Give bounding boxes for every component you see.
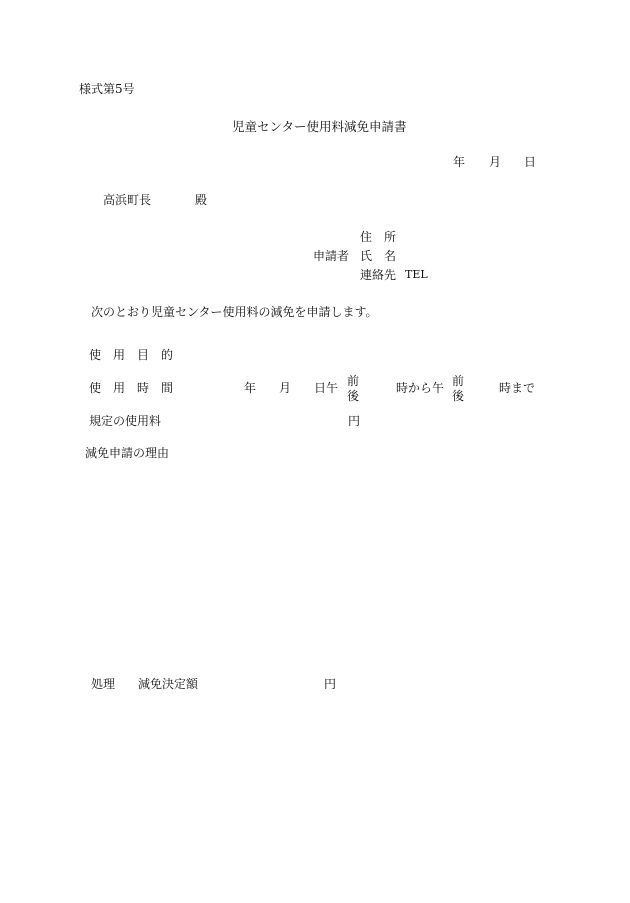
- fee-label: 規定の使用料: [89, 414, 162, 428]
- addressee-honorific: 殿: [195, 193, 208, 207]
- date-day: 日: [524, 155, 537, 169]
- decision-unit: 円: [324, 677, 337, 691]
- applicant-tel-label: TEL: [405, 268, 428, 281]
- processing-label: 処理: [91, 677, 116, 691]
- end-ampm-stack: [452, 375, 464, 402]
- applicant-label: 申請者: [313, 249, 350, 263]
- purpose-label: 使 用 目 的: [89, 348, 174, 362]
- applicant-contact-label: 連絡先: [360, 268, 397, 282]
- form-title: 児童センター使用料減免申請書: [232, 119, 407, 134]
- date-year: 年: [453, 155, 466, 169]
- date-month: 月: [489, 155, 502, 169]
- time-month: 月: [279, 381, 292, 395]
- start-ampm-stack: [347, 375, 359, 402]
- time-from-noon: 時から午: [396, 381, 445, 395]
- time-label: 使 用 時 間: [89, 381, 174, 395]
- body-text: 次のとおり児童センター使用料の減免を申請します。: [91, 305, 378, 319]
- addressee-name: 高浜町長: [103, 193, 152, 207]
- start-before: 前: [347, 374, 360, 388]
- start-after: 後: [347, 389, 360, 403]
- applicant-address-label: 住 所: [360, 230, 397, 244]
- fee-unit: 円: [348, 414, 361, 428]
- time-day-noon: 日午: [314, 381, 339, 395]
- reason-label: 減免申請の理由: [85, 446, 170, 460]
- time-year: 年: [244, 381, 257, 395]
- end-after: 後: [452, 389, 465, 403]
- applicant-name-label: 氏 名: [360, 249, 397, 263]
- form-number: 様式第5号: [79, 82, 135, 96]
- decision-label: 減免決定額: [138, 677, 199, 691]
- end-before: 前: [452, 374, 465, 388]
- time-until: 時まで: [499, 381, 536, 395]
